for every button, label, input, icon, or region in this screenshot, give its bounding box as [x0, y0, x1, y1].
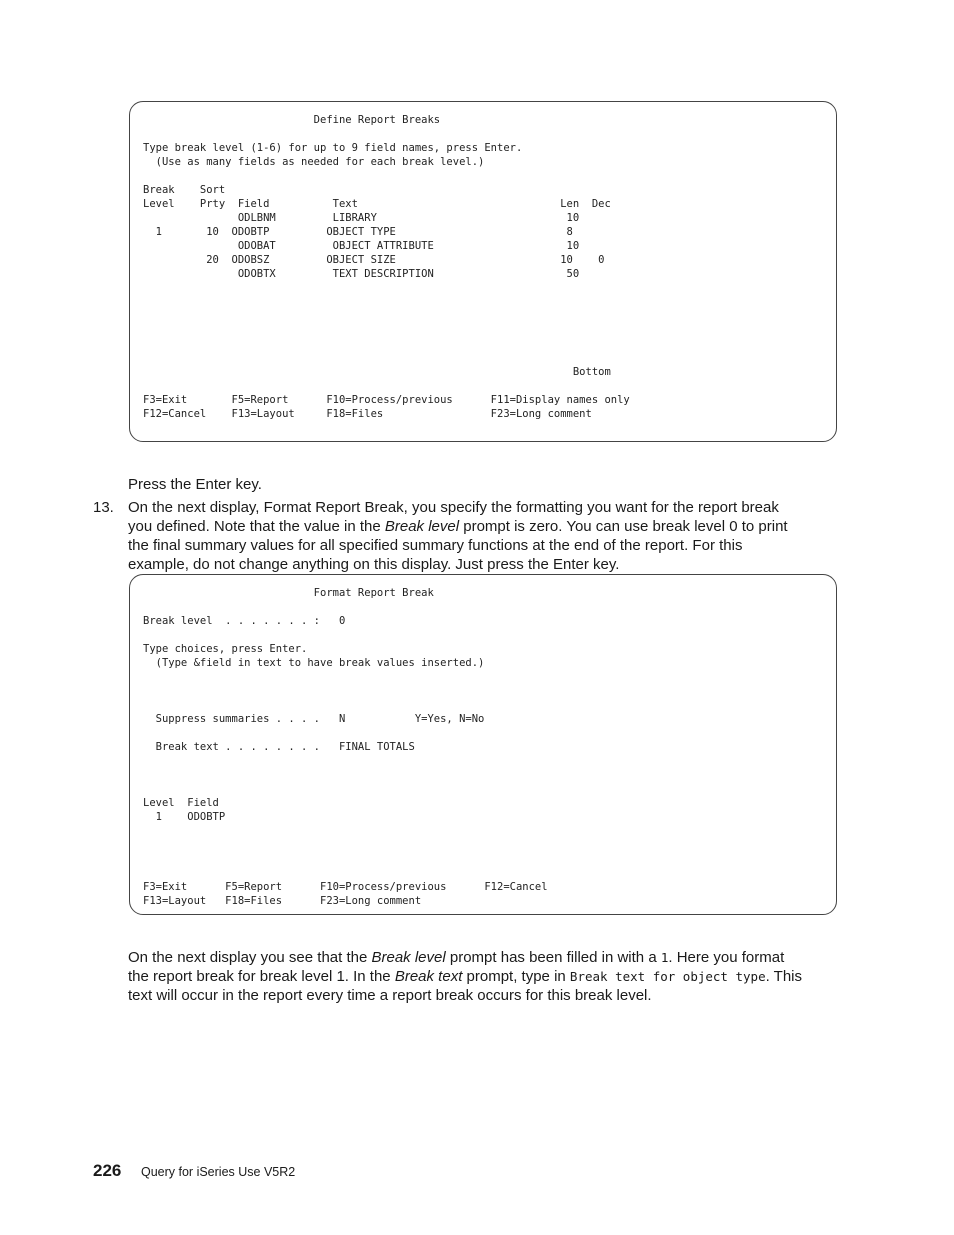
closing-paragraph: [128, 948, 802, 1005]
screen-line: Define Report Breaks: [143, 114, 441, 126]
screen-line: Type break level (1-6) for up to 9 field names, press Enter.: [143, 142, 523, 154]
step-line-3: the final summary values for all specified summary functions at the end of the report. For this: [128, 537, 743, 554]
screen-line: F3=Exit F5=Report F10=Process/previous F11=Display names only: [143, 394, 630, 406]
step-number: 13.: [93, 499, 114, 516]
screen-line: F3=Exit F5=Report F10=Process/previous F12=Cancel: [143, 881, 548, 893]
text-span: the report break for break level 1. In the: [128, 968, 395, 985]
screen-line: Suppress summaries . . . . N Y=Yes, N=No: [143, 713, 485, 725]
screen-line: 20 ODOBSZ OBJECT SIZE 10 0: [143, 254, 605, 266]
emphasis: Break level: [371, 949, 446, 966]
screen-line: Level Field: [143, 797, 219, 809]
inline-code: Break text for object type: [569, 969, 766, 984]
press-enter-text: Press the Enter key.: [128, 476, 262, 493]
page-number: 226: [93, 1161, 122, 1180]
step-line-2: [128, 517, 788, 536]
text-span: prompt, type in: [462, 968, 570, 985]
screen-line: 1 ODOBTP: [143, 811, 226, 823]
emphasis: Break text: [394, 968, 463, 985]
screen-line: (Use as many fields as needed for each break level.): [143, 156, 485, 168]
text-span: prompt has been filled in with a: [445, 949, 661, 966]
screen-line: ODLBNM LIBRARY 10: [143, 212, 580, 224]
step-line-1: On the next display, Format Report Break, you specify the formatting you want for the report break: [128, 499, 779, 516]
screen-line: Type choices, press Enter.: [143, 643, 308, 655]
closing-line-3: text will occur in the report every time a report break occurs for this break level.: [128, 987, 652, 1004]
screen-line: Break text . . . . . . . . FINAL TOTALS: [143, 741, 415, 753]
screen-line: Format Report Break: [143, 587, 434, 599]
text-span: . This: [765, 968, 802, 985]
book-title: Query for iSeries Use V5R2: [141, 1165, 296, 1179]
text-span: . Here you format: [668, 949, 785, 966]
emphasis: Break level: [384, 518, 460, 535]
screen-line: ODOBTX TEXT DESCRIPTION 50: [143, 268, 580, 280]
format-report-break-screen: [129, 574, 837, 915]
text-span: prompt is zero. You can use break level 0 to print: [459, 518, 788, 535]
text-span: you defined. Note that the value in the: [128, 518, 385, 535]
step-line-4: example, do not change anything on this display. Just press the Enter key.: [128, 556, 620, 573]
screen-line: (Type &field in text to have break values inserted.): [143, 657, 485, 669]
screen-line: 1 10 ODOBTP OBJECT TYPE 8: [143, 226, 573, 238]
screen-line: Level Prty Field Text Len Dec: [143, 198, 611, 210]
closing-line-2: [128, 967, 802, 986]
screen-line: Break Sort: [143, 184, 226, 196]
screen-line: F12=Cancel F13=Layout F18=Files F23=Long comment: [143, 408, 592, 420]
define-report-breaks-screen: [129, 101, 837, 442]
text-span: On the next display you see that the: [128, 949, 372, 966]
screen-line: Break level . . . . . . . : 0: [143, 615, 346, 627]
screen-line: ODOBAT OBJECT ATTRIBUTE 10: [143, 240, 580, 252]
inline-code: 1: [660, 950, 669, 965]
screen-line: Bottom: [143, 366, 611, 378]
screen-line: F13=Layout F18=Files F23=Long comment: [143, 895, 422, 907]
step-paragraph: [128, 498, 788, 574]
closing-line-1: [128, 948, 802, 967]
